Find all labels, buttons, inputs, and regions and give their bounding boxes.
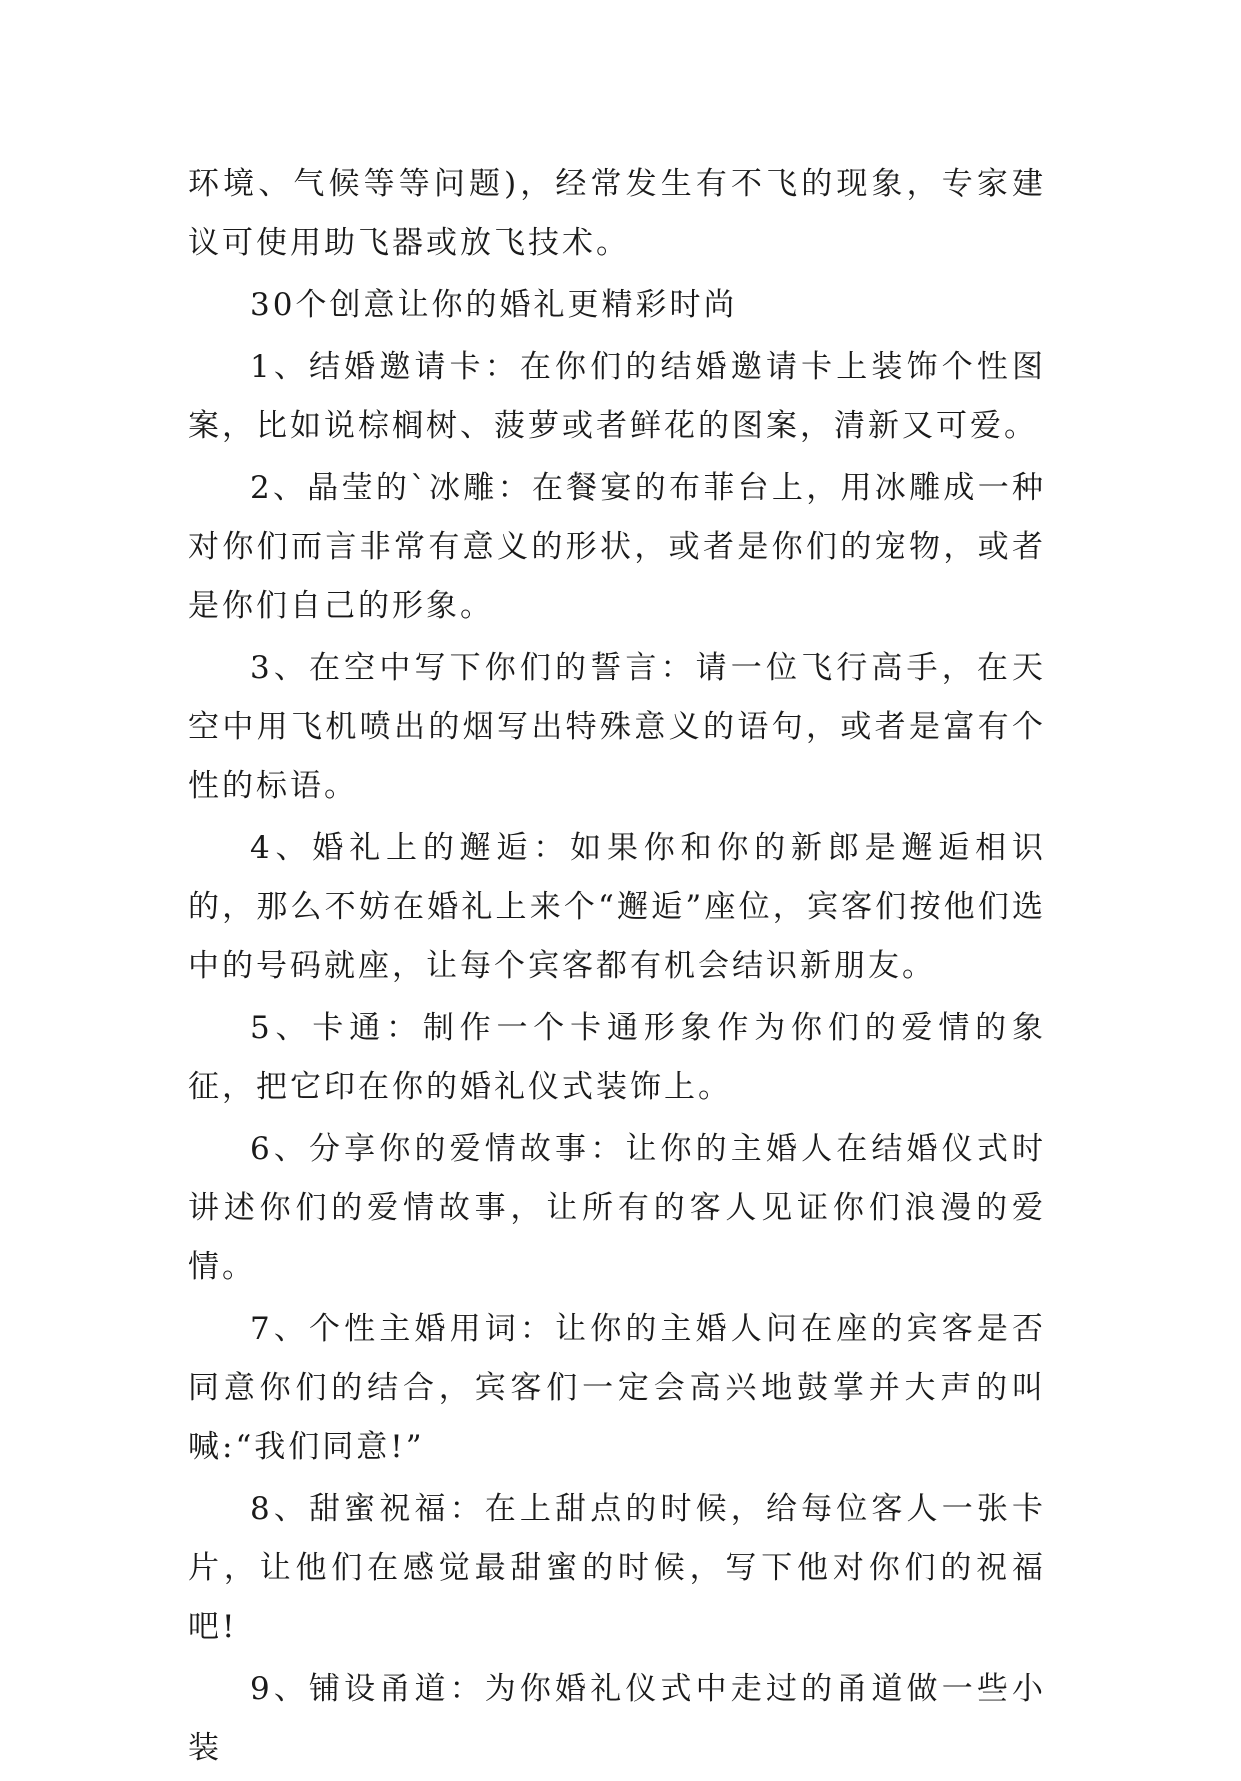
list-item-1: 1、结婚邀请卡：在你们的结婚邀请卡上装饰个性图案，比如说棕榈树、菠萝或者鲜花的图案，清新又可爱。	[188, 349, 1046, 444]
paragraph-continuation: 环境、气候等等问题)，经常发生有不飞的现象，专家建议可使用助飞器或放飞技术。	[188, 166, 1046, 261]
list-item-6: 6、分享你的爱情故事：让你的主婚人在结婚仪式时讲述你们的爱情故事，让所有的客人见证你们浪漫的爱情。	[188, 1131, 1046, 1285]
list-item-3: 3、在空中写下你们的誓言：请一位飞行高手，在天空中用飞机喷出的烟写出特殊意义的语句，或者是富有个性的标语。	[188, 650, 1046, 804]
list-item-7: 7、个性主婚用词：让你的主婚人问在座的宾客是否同意你们的结合，宾客们一定会高兴地鼓掌并大声的叫喊:“我们同意!”	[188, 1311, 1046, 1465]
list-item-2: 2、晶莹的`冰雕：在餐宴的布菲台上，用冰雕成一种对你们而言非常有意义的形状，或者是你们的宠物，或者是你们自己的形象。	[188, 470, 1046, 624]
list-item-5: 5、卡通：制作一个卡通形象作为你们的爱情的象征，把它印在你的婚礼仪式装饰上。	[188, 1010, 1046, 1105]
list-item-8: 8、甜蜜祝福：在上甜点的时候，给每位客人一张卡片，让他们在感觉最甜蜜的时候，写下他对你们的祝福吧!	[188, 1491, 1046, 1645]
section-heading: 30个创意让你的婚礼更精彩时尚	[250, 287, 738, 323]
list-item-9: 9、铺设甬道：为你婚礼仪式中走过的甬道做一些小装	[188, 1671, 1046, 1766]
list-item-4: 4、婚礼上的邂逅：如果你和你的新郎是邂逅相识的，那么不妨在婚礼上来个“邂逅”座位，宾客们按他们选中的号码就座，让每个宾客都有机会结识新朋友。	[188, 830, 1046, 984]
document-body	[188, 155, 1046, 1781]
